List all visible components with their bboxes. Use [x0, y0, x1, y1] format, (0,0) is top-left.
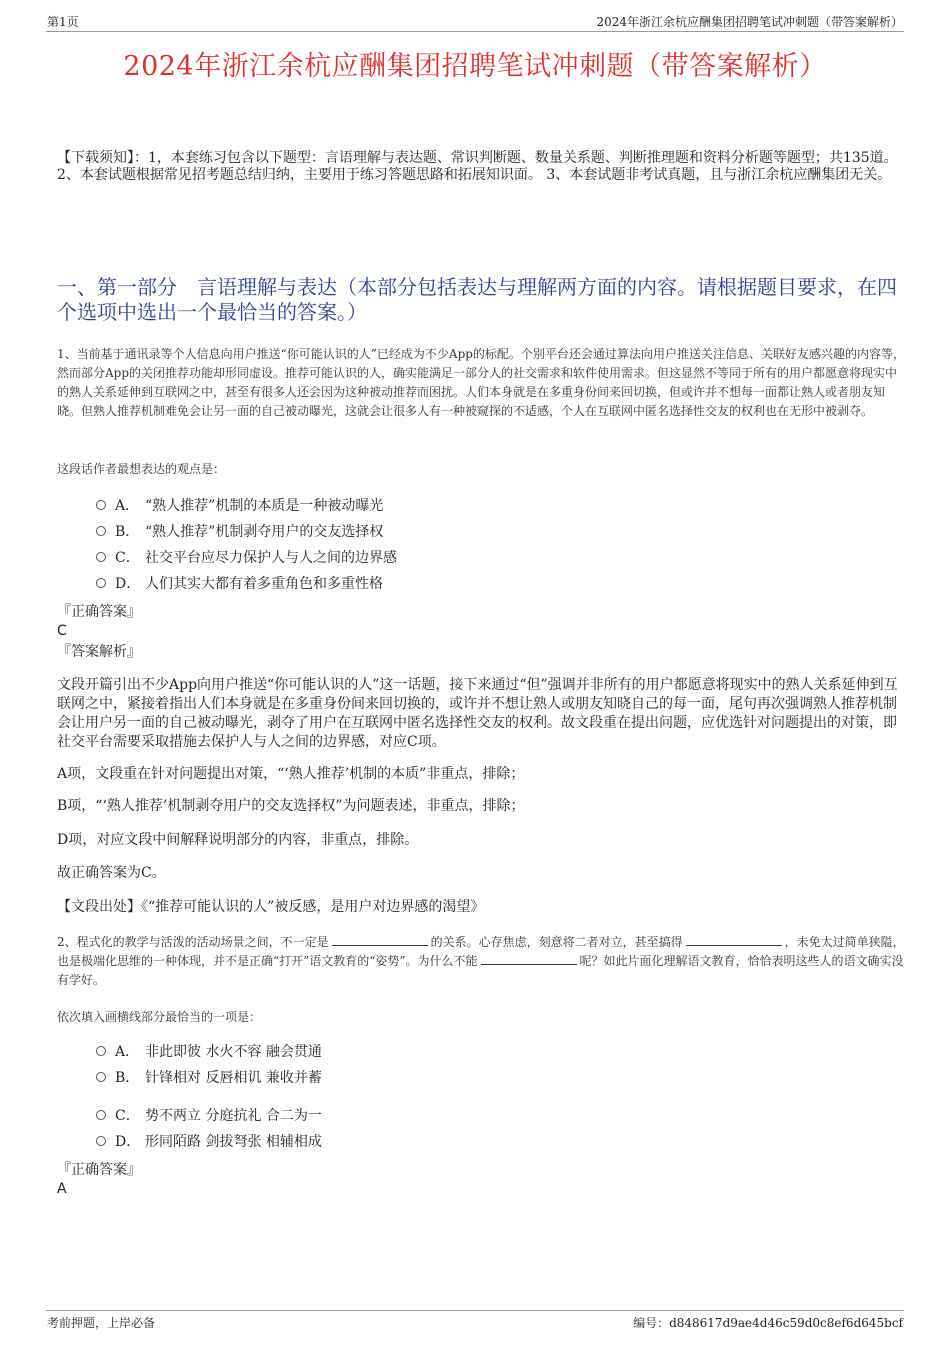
question-1-source: 【文段出处】《“推荐可能认识的人”被反感，是用户对边界感的渴望》	[57, 899, 485, 915]
radio-icon[interactable]	[96, 1136, 106, 1146]
fill-blank-3	[481, 952, 577, 965]
question-2-answer: A	[57, 1181, 67, 1197]
question-1-analysis-d: D项，对应文段中间解释说明部分的内容，非重点，排除。	[57, 832, 419, 848]
footer-slogan: 考前押题，上岸必备	[47, 1316, 156, 1330]
question-1-answer: C	[57, 623, 67, 639]
question-1-answer-label: 『正确答案』	[57, 604, 141, 620]
section-heading: 一、第一部分 言语理解与表达（本部分包括表达与理解两方面的内容。请根据题目要求，在四个选项中选出一个最恰当的答案。）	[57, 275, 897, 324]
document-id: 编号：d848617d9ae4d46c59d0c8ef6d645bcf	[633, 1316, 903, 1330]
question-1-prompt: 这段话作者最想表达的观点是：	[57, 462, 226, 476]
page-number: 第1页	[47, 15, 79, 29]
radio-icon[interactable]	[96, 1072, 106, 1082]
running-header-title: 2024年浙江余杭应酬集团招聘笔试冲刺题（带答案解析）	[596, 15, 903, 29]
radio-icon[interactable]	[96, 578, 106, 588]
fill-blank-1	[332, 933, 428, 946]
download-notice: 【下载须知】：1，本套练习包含以下题型：言语理解与表达题、常识判断题、数量关系题、判断推理题和资料分析题等题型；共135道。 2、本套试题根据常见招考题总结归纳，主要用于练习答题思路和拓展知识面。 3、本套试题非考试真题，且与浙江余杭应酬集团无关。	[57, 150, 898, 183]
question-1-analysis-main: 文段开篇引出不少App向用户推送“你可能认识的人”这一话题，接下来通过“但”强调并非所有的用户都愿意将现实中的熟人关系延伸到互联网之中，紧接着指出人们本身就是在多重身份间来回切换的，或许并不想让熟人或朋友知晓自己的每一面，尾句再次强调熟人推荐机制会让用户另一面的自己被动曝光，剥夺了用户在互联网中匿名选择性交友的权利。故文段重在提出问题，应优选针对问题提出的对策，即社交平台需要采取措施去保护人与人之间的边界感，对应C项。	[57, 677, 898, 750]
question-1-option-c[interactable]: C． 社交平台应尽力保护人与人之间的边界感	[96, 549, 397, 567]
question-1-conclusion: 故正确答案为C。	[57, 865, 166, 881]
question-1-option-a[interactable]: A． “熟人推荐”机制的本质是一种被动曝光	[96, 497, 383, 515]
radio-icon[interactable]	[96, 500, 106, 510]
question-2-option-a[interactable]: A． 非此即彼 水火不容 融会贯通	[96, 1043, 322, 1061]
fill-blank-2	[686, 933, 782, 946]
question-2-option-d[interactable]: D． 形同陌路 剑拔弩张 相辅相成	[96, 1133, 322, 1151]
question-2-stem: 2、程式化的教学与活泼的活动场景之间，不一定是 的关系。心存焦虑，刻意将二者对立，甚至搞得 ，未免太过简单狭隘，也是极端化思维的一种体现，并不是正确“打开”语文教育的“姿势”。为什么不能 呢？如此片面化理解语文教育，恰恰表明这些人的语文确实没有学好。	[57, 935, 905, 987]
footer-divider	[46, 1310, 904, 1311]
question-1-stem: 1、当前基于通讯录等个人信息向用户推送“你可能认识的人”已经成为不少App的标配。个别平台还会通过算法向用户推送关注信息、关联好友感兴趣的内容等，然而部分App的关闭推荐功能却形同虚设。推荐可能认识的人，确实能满足一部分人的社交需求和软件使用需求。但这显然不等同于所有的用户都愿意将现实中的熟人关系延伸到互联网之中，甚至有很多人还会因为这种被动推荐而困扰。人们本身就是在多重身份间来回切换，但或许并不想每一面都让熟人或者朋友知晓。但熟人推荐机制难免会让另一面的自己被动曝光，这就会让很多人有一种被窥探的不适感，个人在互联网中匿名选择性交友的权利也在无形中被剥夺。	[57, 347, 905, 418]
question-2-answer-label: 『正确答案』	[57, 1162, 141, 1178]
question-1-option-d[interactable]: D． 人们其实大都有着多重角色和多重性格	[96, 575, 383, 593]
question-1-option-b[interactable]: B． “熟人推荐”机制剥夺用户的交友选择权	[96, 523, 383, 541]
radio-icon[interactable]	[96, 552, 106, 562]
question-2-option-b[interactable]: B． 针锋相对 反唇相讥 兼收并蓄	[96, 1069, 322, 1087]
question-1-analysis-b: B项，“‘熟人推荐’机制剥夺用户的交友选择权”为问题表述，非重点，排除；	[57, 798, 525, 814]
question-2-option-c[interactable]: C． 势不两立 分庭抗礼 合二为一	[96, 1107, 322, 1125]
header-divider	[46, 31, 904, 32]
question-2-prompt: 依次填入画横线部分最恰当的一项是：	[57, 1010, 262, 1024]
document-title: 2024年浙江余杭应酬集团招聘笔试冲刺题（带答案解析）	[123, 51, 827, 82]
radio-icon[interactable]	[96, 1110, 106, 1120]
question-1-analysis-label: 『答案解析』	[57, 644, 141, 660]
radio-icon[interactable]	[96, 526, 106, 536]
radio-icon[interactable]	[96, 1046, 106, 1056]
question-1-analysis-a: A项，文段重在针对问题提出对策，“‘熟人推荐’机制的本质”非重点，排除；	[57, 766, 525, 782]
